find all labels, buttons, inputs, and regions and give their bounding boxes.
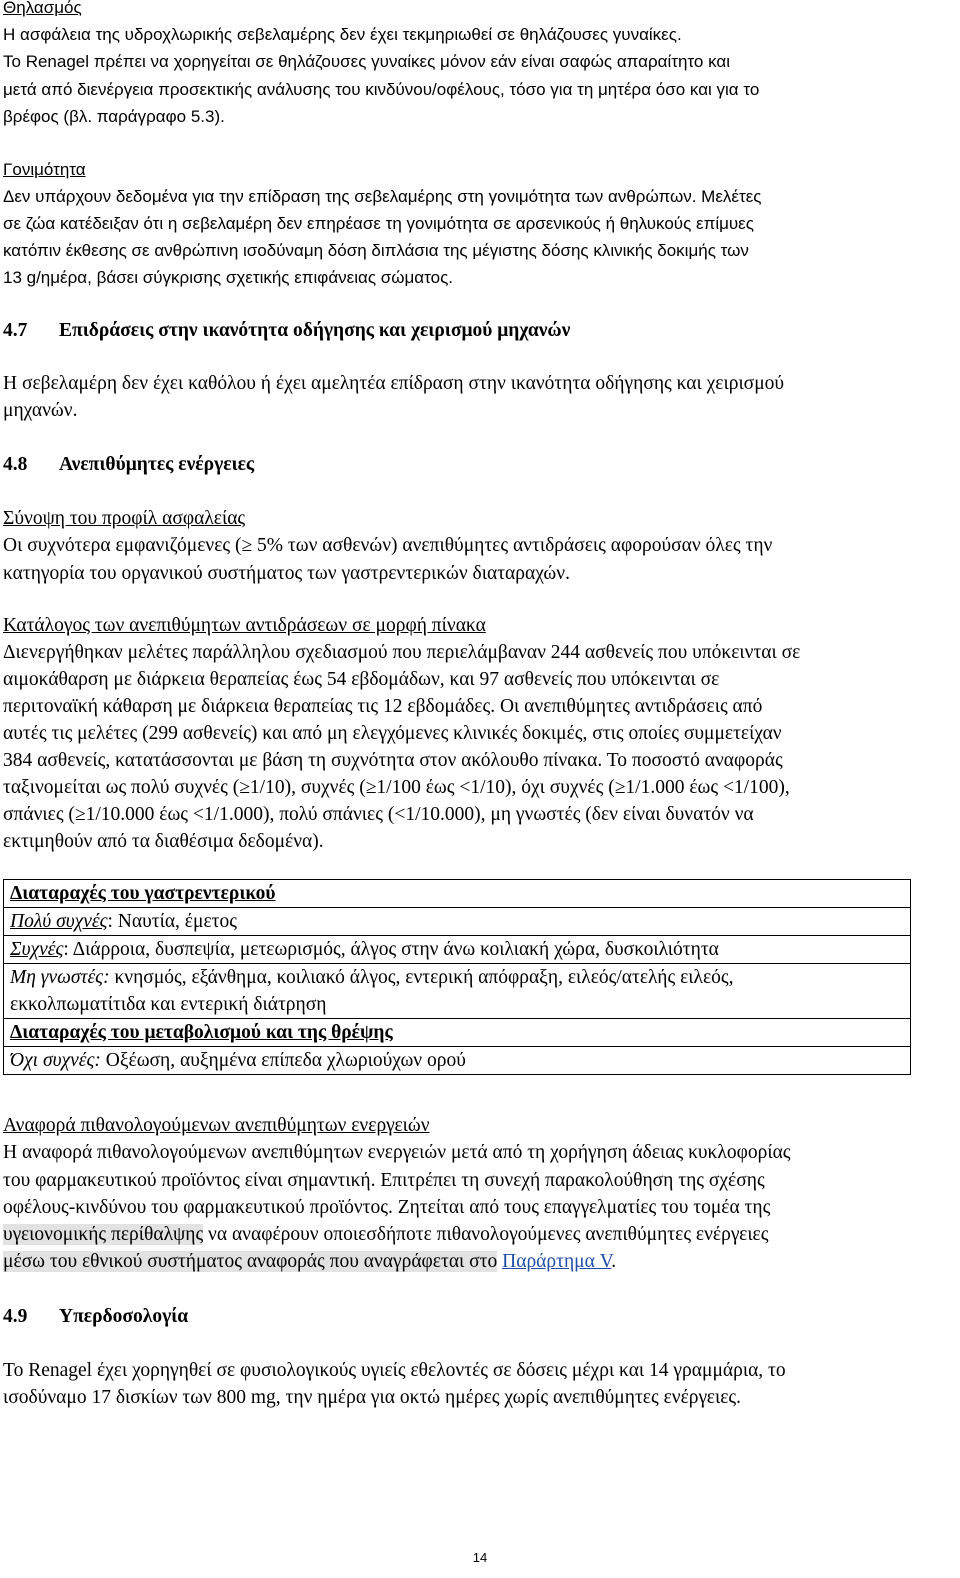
section-4-7-line: Η σεβελαμέρη δεν έχει καθόλου ή έχει αμελητέα επίδραση στην ικανότητα οδήγησης και χειρισμού <box>3 373 785 394</box>
frequency-label: Συχνές <box>10 939 64 960</box>
adverse-reactions-table <box>3 879 911 1075</box>
tabulated-list-line: σπάνιες (≥1/10.000 έως <1/1.000), πολύ σπάνιες (<1/10.000), μη γνωστές (δεν είναι δυνατόν να <box>3 804 754 825</box>
frequency-label: Όχι συχνές: <box>10 1050 101 1071</box>
lactation-line: Η ασφάλεια της υδροχλωρικής σεβελαμέρης δεν έχει τεκμηριωθεί σε θηλάζουσες γυναίκες. <box>3 25 682 44</box>
metabolism-disorders-header: Διαταραχές του μεταβολισμού και της θρέψης <box>4 1019 911 1047</box>
tabulated-list-line: περιτοναϊκή κάθαρση με διάρκεια θεραπείας τις 12 εβδομάδες. Οι ανεπιθύμητες αντιδράσεις από <box>3 696 763 717</box>
overdose-line: ισοδύναμο 17 δισκίων των 800 mg, την ημέρα για οκτώ ημέρες χωρίς ανεπιθύμητες ενέργειες. <box>3 1387 742 1408</box>
table-row <box>4 908 911 936</box>
table-row <box>4 936 911 964</box>
table-row <box>4 880 911 908</box>
safety-summary-heading: Σύνοψη του προφίλ ασφαλείας <box>3 508 246 529</box>
table-cell <box>4 908 911 936</box>
section-4-8-heading <box>3 454 254 476</box>
frequency-label: Πολύ συχνές <box>10 911 108 932</box>
reactions-text: : Ναυτία, έμετος <box>107 911 237 932</box>
reporting-line: Η αναφορά πιθανολογούμενων ανεπιθύμητων ενεργειών μετά από τη χορήγηση άδειας κυκλοφορίας <box>3 1142 791 1163</box>
reporting-text: να αναφέρουν οποιεσδήποτε πιθανολογούμενες ανεπιθύμητες ενέργειες <box>203 1224 769 1245</box>
reporting-line <box>3 1224 768 1246</box>
table-row <box>4 1019 911 1047</box>
lactation-line: Το Renagel πρέπει να χορηγείται σε θηλάζουσες γυναίκες μόνον εάν είναι σαφώς απαραίτητο και <box>3 52 730 71</box>
tabulated-list-line: Διενεργήθηκαν μελέτες παράλληλου σχεδιασμού που περιελάμβαναν 244 ασθενείς που υπόκεινται σε <box>3 642 801 663</box>
section-4-7-heading <box>3 320 570 342</box>
reporting-line <box>3 1251 616 1273</box>
tabulated-list-line: εκτιμηθούν από τα διαθέσιμα δεδομένα). <box>3 831 324 852</box>
annex-v-link[interactable]: Παράρτημα V <box>502 1251 612 1272</box>
reactions-text: : Διάρροια, δυσπεψία, μετεωρισμός, άλγος στην άνω κοιλιακή χώρα, δυσκοιλιότητα <box>63 939 719 960</box>
reporting-period: . <box>611 1251 617 1272</box>
section-number: 4.9 <box>3 1306 28 1327</box>
table-row <box>4 1047 911 1075</box>
lactation-line: μετά από διενέργεια προσεκτικής ανάλυσης του κινδύνου/οφέλους, τόσο για τη μητέρα όσο και για το <box>3 80 760 99</box>
highlighted-text: μέσω του εθνικού συστήματος αναφοράς που αναγράφεται στο <box>3 1251 498 1272</box>
reporting-heading: Αναφορά πιθανολογούμενων ανεπιθύμητων ενεργειών <box>3 1115 430 1136</box>
table-cell <box>4 964 911 1019</box>
fertility-line: σε ζώα κατέδειξαν ότι η σεβελαμέρη δεν επηρέασε τη γονιμότητα σε αρσενικούς ή θηλυκούς επίμυες <box>3 214 754 233</box>
section-title: Υπερδοσολογία <box>59 1306 189 1327</box>
reporting-line: του φαρμακευτικού προϊόντος είναι σημαντική. Επιτρέπει τη συνεχή παρακολούθηση της σχέσης <box>3 1170 765 1191</box>
reactions-text: εκκολπωματίτιδα και εντερική διάτρηση <box>10 994 327 1015</box>
table-cell <box>4 936 911 964</box>
section-title: Ανεπιθύμητες ενέργειες <box>59 454 255 475</box>
highlighted-text: υγειονομικής περίθαλψης <box>3 1224 204 1245</box>
reactions-text: Οξέωση, αυξημένα επίπεδα χλωριούχων ορού <box>100 1050 466 1071</box>
safety-summary-line: Οι συχνότερα εμφανιζόμενες (≥ 5% των ασθενών) ανεπιθύμητες αντιδράσεις αφορούσαν όλες την <box>3 535 773 556</box>
page-number: 14 <box>472 1550 488 1565</box>
tabulated-list-line: 384 ασθενείς, κατατάσσονται με βάση τη συχνότητα στον ακόλουθο πίνακα. Το ποσοστό αναφοράς <box>3 750 783 771</box>
frequency-label: Μη γνωστές: <box>10 967 110 988</box>
table-row <box>4 964 911 1019</box>
tabulated-list-line: αιμοκάθαρση με διάρκεια θεραπείας έως 54 εβδομάδων, και 97 ασθενείς που υπόκεινται σε <box>3 669 720 690</box>
reporting-line: οφέλους-κινδύνου του φαρμακευτικού προϊόντος. Ζητείται από τους επαγγελματίες του τομέα της <box>3 1197 771 1218</box>
safety-summary-line: κατηγορία του οργανικού συστήματος των γαστρεντερικών διαταραχών. <box>3 563 570 584</box>
fertility-line: 13 g/ημέρα, βάσει σύγκρισης σχετικής επιφάνειας σώματος. <box>3 268 453 287</box>
section-4-7-line: μηχανών. <box>3 400 78 421</box>
tabulated-list-line: αυτές τις μελέτες (299 ασθενείς) και από μη ελεγχόμενες κλινικές δοκιμές, στις οποίες συμμετείχαν <box>3 723 782 744</box>
tabulated-list-heading: Κατάλογος των ανεπιθύμητων αντιδράσεων σε μορφή πίνακα <box>3 615 486 636</box>
tabulated-list-line: ταξινομείται ως πολύ συχνές (≥1/10), συχνές (≥1/100 έως <1/10), όχι συχνές (≥1/1.000 έως <1/100), <box>3 777 790 798</box>
section-number: 4.8 <box>3 454 28 475</box>
lactation-heading: Θηλασμός <box>3 0 82 17</box>
gi-disorders-header: Διαταραχές του γαστρεντερικού <box>4 880 911 908</box>
lactation-line: βρέφος (βλ. παράγραφο 5.3). <box>3 107 225 126</box>
section-number: 4.7 <box>3 320 28 341</box>
fertility-line: κατόπιν έκθεσης σε ανθρώπινη ισοδύναμη δόση διπλάσια της μέγιστης δόσης κλινικής δοκιμής των <box>3 241 749 260</box>
overdose-line: Το Renagel έχει χορηγηθεί σε φυσιολογικούς υγιείς εθελοντές σε δόσεις μέχρι και 14 γραμμάρια, το <box>3 1360 786 1381</box>
fertility-line: Δεν υπάρχουν δεδομένα για την επίδραση της σεβελαμέρης στη γονιμότητα των ανθρώπων. Μελέτες <box>3 187 762 206</box>
fertility-heading: Γονιμότητα <box>3 160 86 179</box>
section-title: Επιδράσεις στην ικανότητα οδήγησης και χειρισμού μηχανών <box>59 320 571 341</box>
section-4-9-heading <box>3 1306 188 1328</box>
table-cell <box>4 1047 911 1075</box>
reactions-text: κνησμός, εξάνθημα, κοιλιακό άλγος, εντερική απόφραξη, ειλεός/ατελής ειλεός, <box>109 967 734 988</box>
